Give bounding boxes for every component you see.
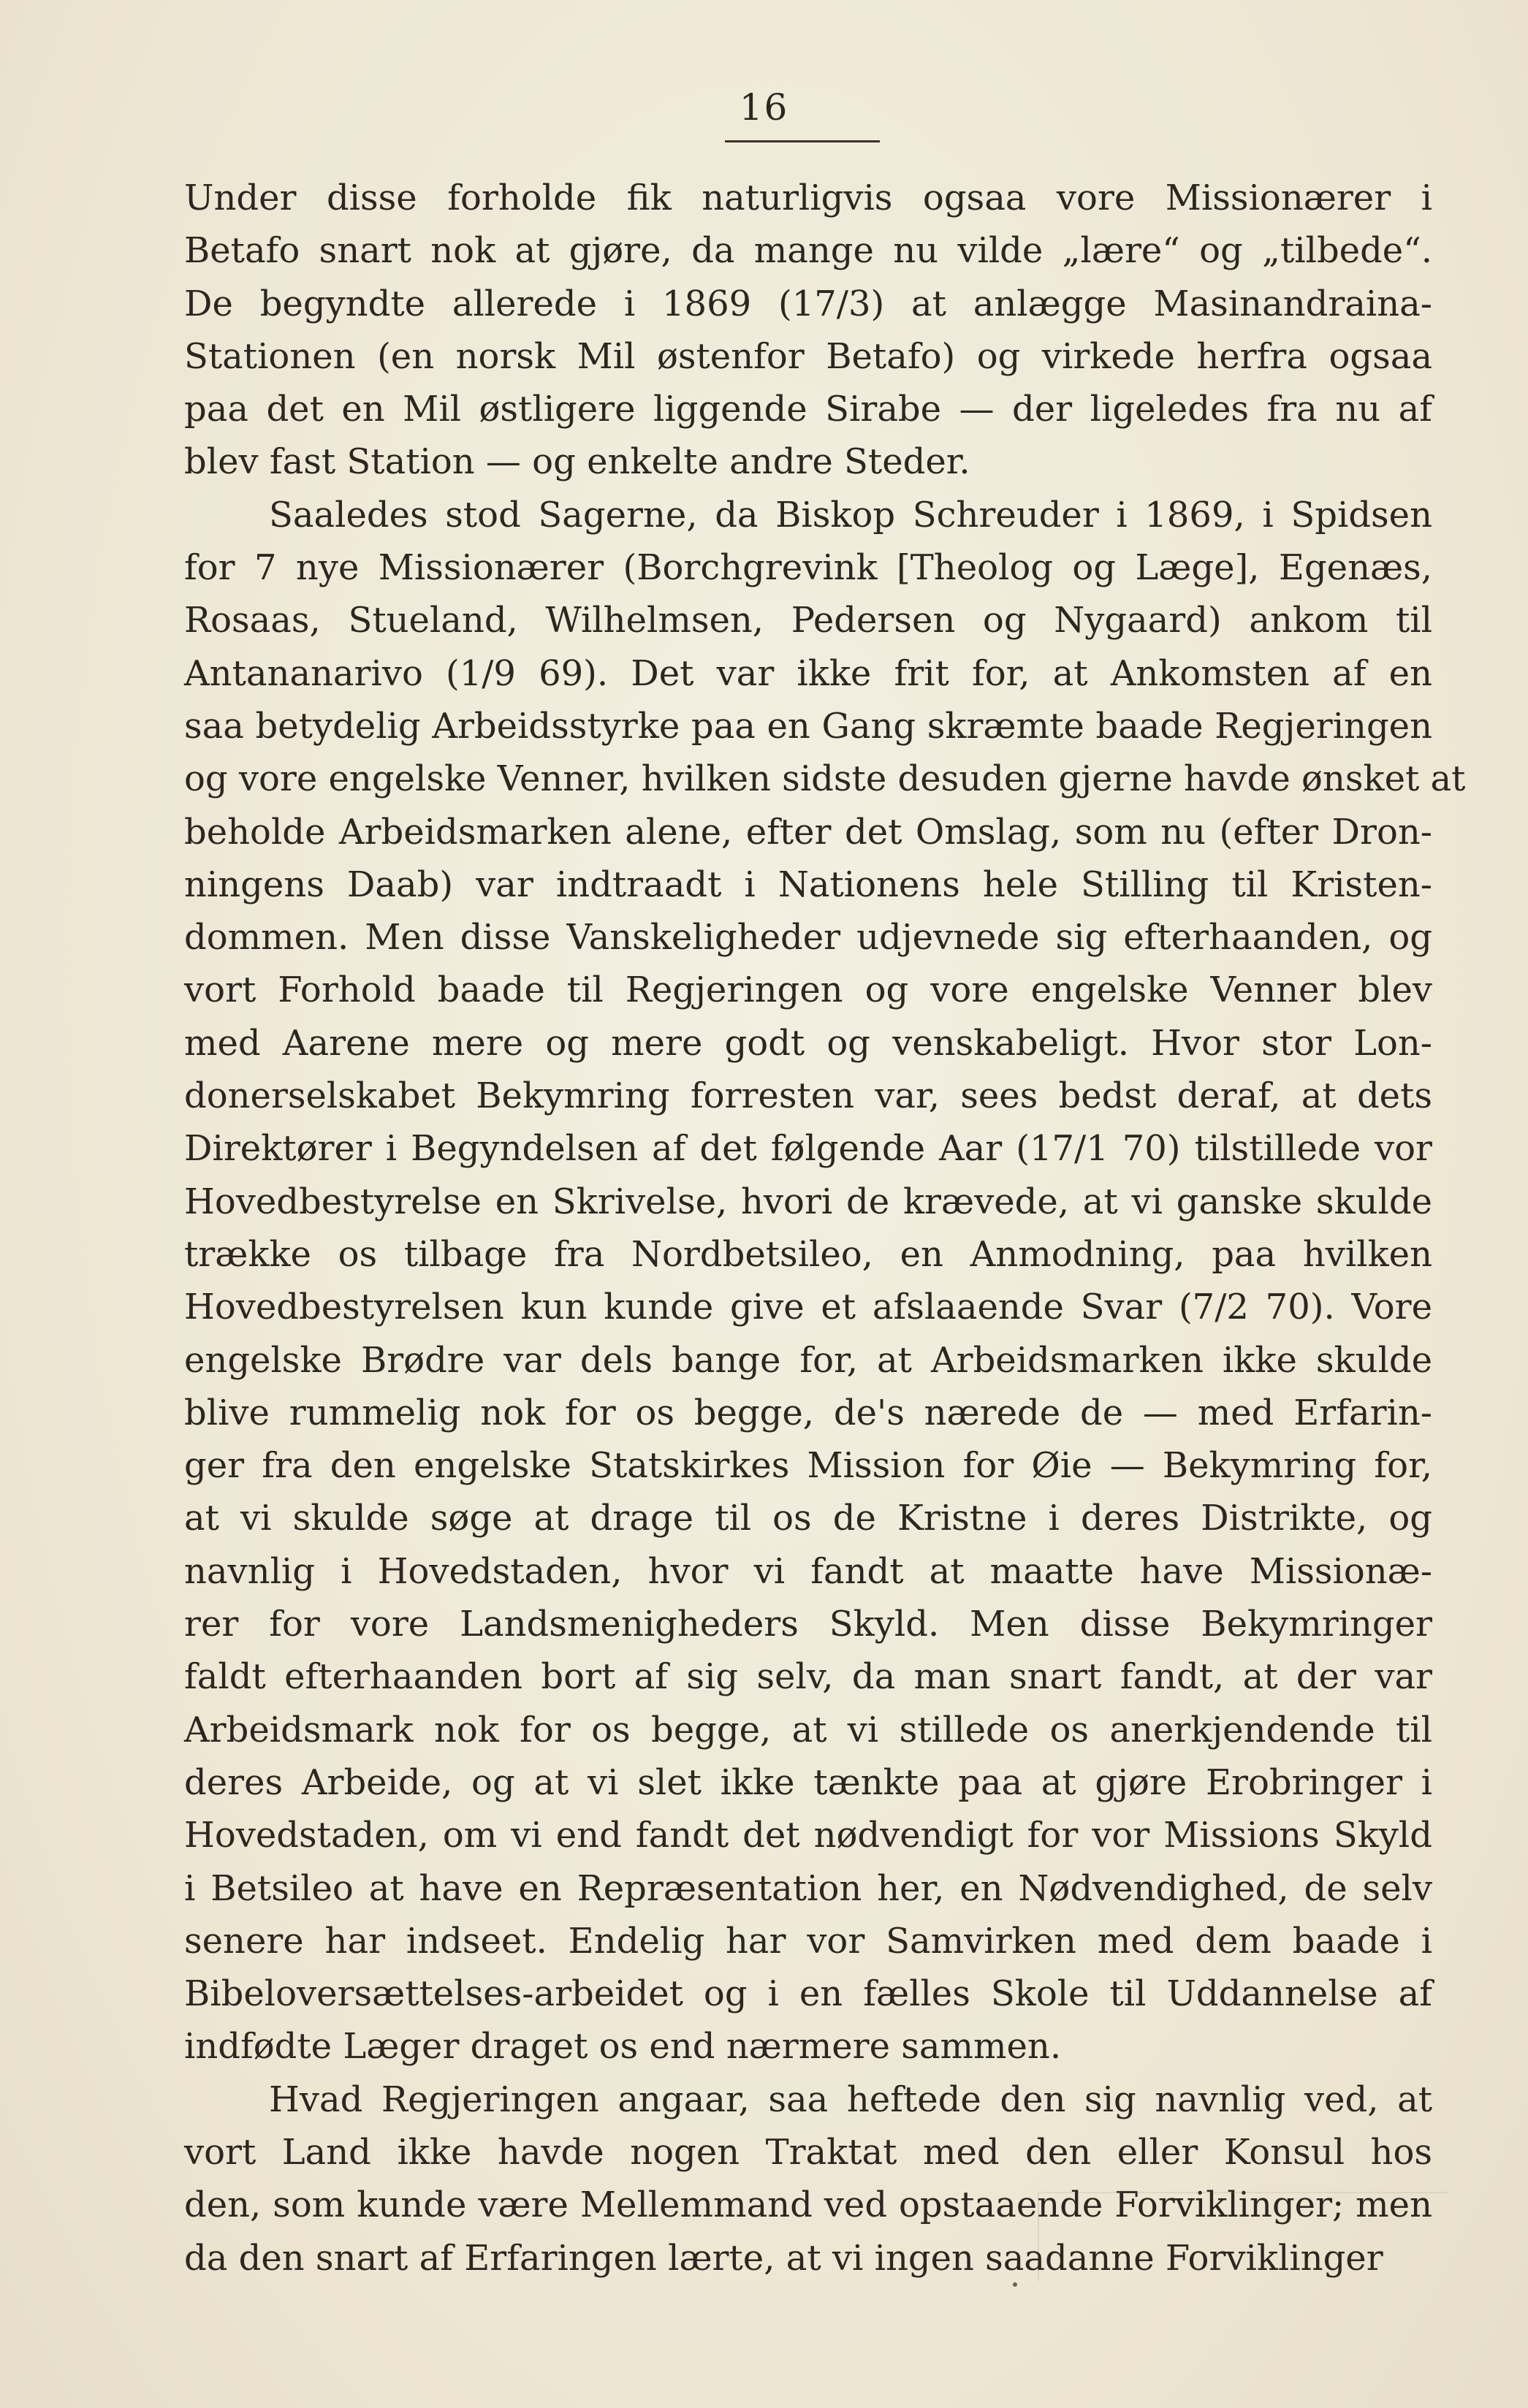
- text-line: donerselskabet Bekymring forresten var, sees bedst deraf, at dets: [184, 1075, 1432, 1117]
- text-line: Rosaas, Stueland, Wilhelmsen, Pedersen og Nygaard) ankom til: [184, 600, 1432, 641]
- text-line: indfødte Læger draget os end nærmere sammen.: [184, 2026, 1062, 2068]
- text-line: Betafo snart nok at gjøre, da mange nu vilde „lære“ og „tilbede“.: [184, 230, 1432, 272]
- text-line: Arbeidsmark nok for os begge, at vi stillede os anerkjendende til: [184, 1709, 1432, 1750]
- text-line: trække os tilbage fra Nordbetsileo, en Anmodning, paa hvilken: [184, 1233, 1432, 1275]
- text-line: ningens Daab) var indtraadt i Nationens hele Stilling til Kristen-: [184, 864, 1432, 905]
- page-number-rule: [725, 140, 880, 142]
- text-line: saa betydelig Arbeidsstyrke paa en Gang skræmte baade Regjeringen: [184, 705, 1432, 747]
- text-line: den, som kunde være Mellemmand ved opstaaende Forviklinger; men: [184, 2184, 1432, 2226]
- text-line: Hvad Regjeringen angaar, saa heftede den sig navnlig ved, at: [269, 2079, 1432, 2120]
- text-line: blev fast Station — og enkelte andre Steder.: [184, 441, 970, 483]
- text-line: paa det en Mil østligere liggende Sirabe — der ligeledes fra nu af: [184, 389, 1432, 430]
- text-line: da den snart af Erfaringen lærte, at vi ingen saadanne Forviklinger: [184, 2237, 1383, 2279]
- text-line: rer for vore Landsmenigheders Skyld. Men disse Bekymringer: [184, 1604, 1432, 1645]
- text-line: vort Forhold baade til Regjeringen og vore engelske Venner blev: [184, 969, 1432, 1011]
- text-line: beholde Arbeidsmarken alene, efter det Omslag, som nu (efter Dron-: [184, 811, 1432, 853]
- text-line: Under disse forholde fik naturligvis ogsaa vore Missionærer i: [184, 178, 1432, 218]
- text-line: faldt efterhaanden bort af sig selv, da man snart fandt, at der var: [184, 1656, 1432, 1698]
- text-line: De begyndte allerede i 1869 (17/3) at anlægge Masinandraina-: [184, 283, 1432, 324]
- text-line: at vi skulde søge at drage til os de Kristne i deres Distrikte, og: [184, 1498, 1432, 1539]
- text-line: med Aarene mere og mere godt og venskabeligt. Hvor stor Lon-: [184, 1022, 1432, 1064]
- body-text: [184, 172, 1466, 2285]
- text-line: navnlig i Hovedstaden, hvor vi fandt at maatte have Missionæ-: [184, 1550, 1432, 1592]
- text-line: Antananarivo (1/9 69). Det var ikke frit for, at Ankomsten af en: [184, 652, 1432, 694]
- ink-dot: [1013, 2282, 1017, 2287]
- text-line: Hovedbestyrelsen kun kunde give et afslaaende Svar (7/2 70). Vore: [184, 1287, 1432, 1328]
- page-fold-shadow: [1038, 2192, 1448, 2281]
- text-line: blive rummelig nok for os begge, de's nærede de — med Erfarin-: [184, 1392, 1432, 1433]
- text-line: vort Land ikke havde nogen Traktat med den eller Konsul hos: [184, 2131, 1432, 2173]
- text-line: ger fra den engelske Statskirkes Mission for Øie — Bekymring for,: [184, 1445, 1432, 1487]
- text-line: deres Arbeide, og at vi slet ikke tænkte paa at gjøre Erobringer i: [184, 1761, 1432, 1803]
- text-line: Bibeloversættelses-arbeidet og i en fælles Skole til Uddannelse af: [184, 1973, 1432, 2015]
- text-line: for 7 nye Missionærer (Borchgrevink [Theolog og Læge], Egenæs,: [184, 547, 1432, 589]
- text-line: og vore engelske Venner, hvilken sidste desuden gjerne havde ønsket at: [184, 758, 1466, 800]
- text-line: Stationen (en norsk Mil østenfor Betafo) og virkede herfra ogsaa: [184, 335, 1432, 377]
- text-line: Hovedbestyrelse en Skrivelse, hvori de krævede, at vi ganske skulde: [184, 1181, 1432, 1222]
- page-number: 16: [739, 86, 789, 129]
- text-line: Saaledes stod Sagerne, da Biskop Schreuder i 1869, i Spidsen: [269, 494, 1432, 536]
- text-line: senere har indseet. Endelig har vor Samvirken med dem baade i: [184, 1920, 1432, 1962]
- text-line: i Betsileo at have en Repræsentation her, en Nødvendighed, de selv: [184, 1867, 1432, 1909]
- text-line: Direktører i Begyndelsen af det følgende Aar (17/1 70) tilstillede vor: [184, 1128, 1432, 1170]
- text-line: Hovedstaden, om vi end fandt det nødvendigt for vor Missions Skyld: [184, 1815, 1432, 1856]
- text-line: engelske Brødre var dels bange for, at Arbeidsmarken ikke skulde: [184, 1339, 1432, 1381]
- text-line: dommen. Men disse Vanskeligheder udjevnede sig efterhaanden, og: [184, 917, 1432, 959]
